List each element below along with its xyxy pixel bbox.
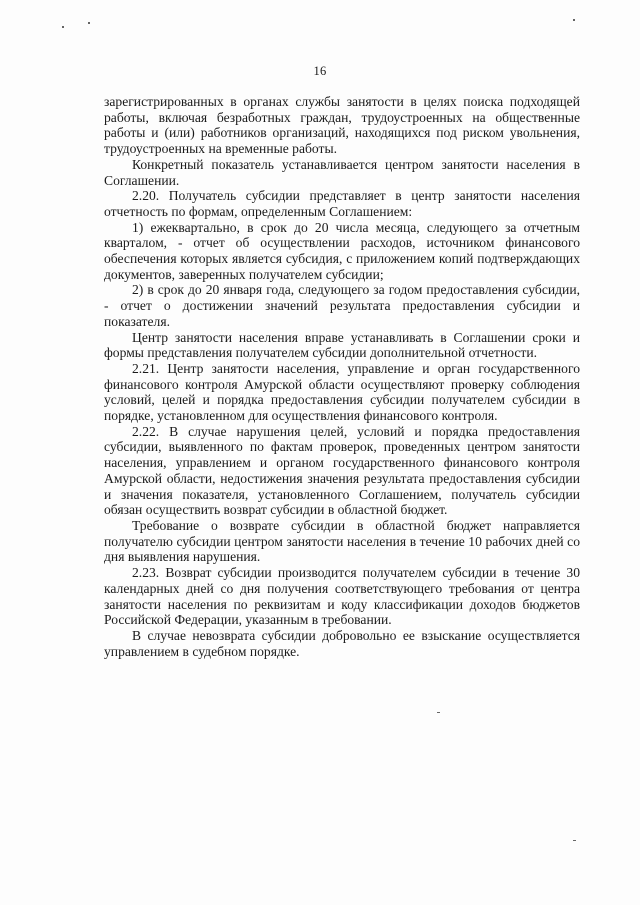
- paragraph: 2.22. В случае нарушения целей, условий и порядка предоставления субсидии, выявленного по фактам проверок, проведенных центром занятости населения, управлением и органом государственного финансового контроля Амурской области, недостижения значения результата предоставления субсидии и значения показателя, установленного Соглашением, получатель субсидии обязан осуществить возврат субсидии в областной бюджет.: [104, 423, 580, 518]
- paragraph: 2.23. Возврат субсидии производится получателем субсидии в течение 30 календарных дней со дня получения соответствующего требования от центра занятости населения по реквизитам и коду классификации доходов бюджетов Российской Федерации, указанным в требовании.: [104, 565, 580, 628]
- paragraph: 2.21. Центр занятости населения, управление и орган государственного финансового контроля Амурской области осуществляют проверку соблюдения условий, целей и порядка предоставления субсидии получателем субсидии в порядке, установленном для осуществления финансового контроля.: [104, 360, 580, 424]
- paragraph: В случае невозврата субсидии добровольно ее взыскание осуществляется управлением в судебном порядке.: [104, 627, 580, 659]
- scan-speck: [88, 22, 90, 24]
- scan-mark: [437, 712, 440, 713]
- document-body: [104, 94, 580, 659]
- paragraph: Конкретный показатель устанавливается центром занятости населения в Соглашении.: [104, 156, 580, 188]
- paragraph: 2) в срок до 20 января года, следующего за годом предоставления субсидии, - отчет о достижении значений результата предоставления субсидии и показателя.: [104, 282, 580, 329]
- paragraph: Требование о возврате субсидии в областной бюджет направляется получателю субсидии центром занятости населения в течение 10 рабочих дней со дня выявления нарушения.: [104, 517, 580, 565]
- scan-speck: [62, 26, 64, 28]
- paragraph: зарегистрированных в органах службы занятости в целях поиска подходящей работы, включая безработных граждан, трудоустроенных на общественные работы и (или) работников организаций, находящихся под риском увольнения, трудоустроенных на временные работы.: [104, 94, 580, 157]
- page-number: 16: [313, 64, 327, 78]
- paragraph: 1) ежеквартально, в срок до 20 числа месяца, следующего за отчетным кварталом, - отчет об осуществлении расходов, источником финансового обеспечения которых является субсидия, с приложением копий подтверждающих документов, заверенных получателем субсидии;: [104, 219, 580, 282]
- paragraph: 2.20. Получатель субсидии представляет в центр занятости населения отчетность по формам, определенным Соглашением:: [104, 188, 580, 219]
- scan-speck: [573, 19, 575, 21]
- scan-mark: [573, 840, 576, 841]
- paragraph: Центр занятости населения вправе устанавливать в Соглашении сроки и формы представления получателем субсидии дополнительной отчетности.: [104, 329, 580, 361]
